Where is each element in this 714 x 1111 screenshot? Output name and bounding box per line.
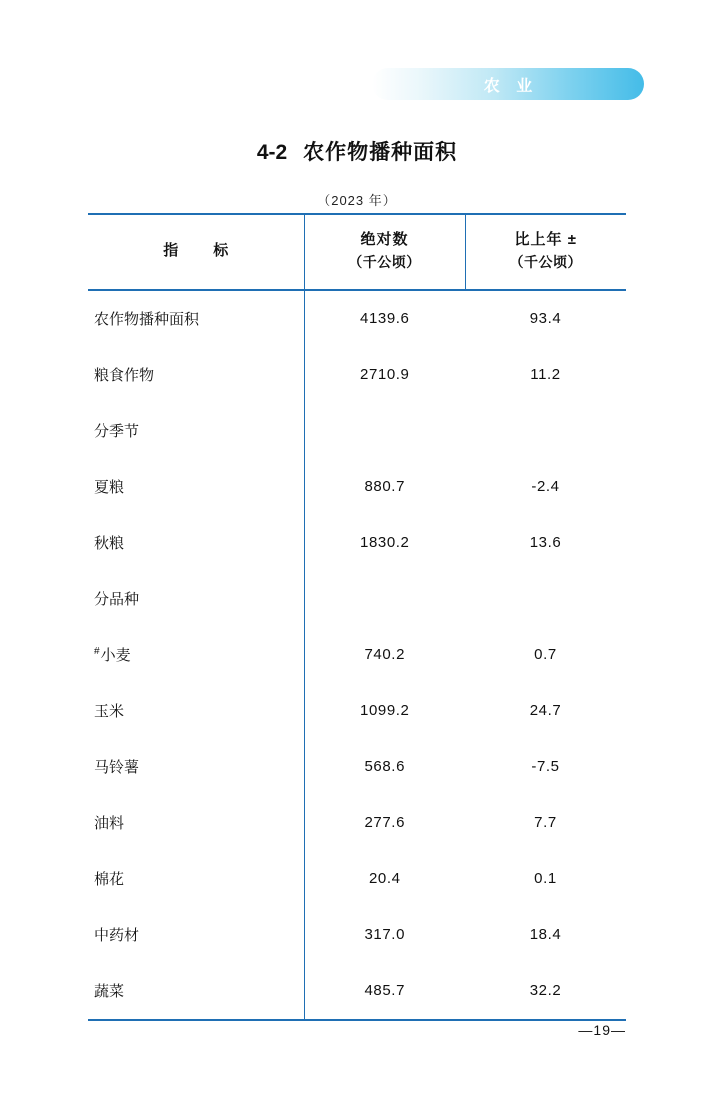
statistics-table [88,213,626,1021]
table-row [88,795,626,851]
table-row [88,907,626,963]
row-change-value: -7.5 [531,758,560,775]
row-change-value: -2.4 [531,478,560,495]
section-banner [372,68,644,100]
row-label: 玉米 [94,703,125,720]
row-absolute-value: 317.0 [304,907,465,963]
row-change-value: 11.2 [530,366,561,383]
table-row [88,290,626,347]
row-label: 中药材 [94,927,140,944]
row-label: 油料 [94,815,125,832]
row-label-superscript: # [94,646,100,657]
row-change-value: 0.7 [534,646,557,663]
table-header [88,214,626,290]
row-change-value: 32.2 [465,963,626,1020]
row-absolute-value: 2710.9 [304,347,465,403]
column-header-change: 比上年 ± （千公顷） [465,214,626,290]
row-absolute-value: 277.6 [304,795,465,851]
row-label: 秋粮 [94,535,125,552]
row-label: 分品种 [94,591,140,608]
table-row [88,403,626,459]
row-absolute-value: 568.6 [304,739,465,795]
row-change-value [465,571,626,627]
table-row [88,963,626,1020]
row-label: #小麦 [94,646,131,664]
table-row [88,571,626,627]
row-absolute-value [304,571,465,627]
page-title-number: 4-2 [256,141,288,164]
row-label: 粮食作物 [94,367,155,384]
row-change-value: 18.4 [529,926,562,943]
page-title-text: 农作物播种面积 [303,141,458,164]
row-change-value: 7.7 [534,814,557,831]
row-change-value [465,403,626,459]
page-subtitle: （2023 年） [317,193,397,208]
row-label: 夏粮 [94,479,125,496]
table-row [88,459,626,515]
row-absolute-value: 4139.6 [304,290,465,347]
column-header-absolute: 绝对数 （千公顷） [304,214,465,290]
page-title [0,136,714,166]
table-body [88,290,626,1020]
row-label: 马铃薯 [94,759,140,776]
row-change-value: 13.6 [529,534,562,551]
row-change-value: 93.4 [529,310,562,327]
row-absolute-value: 1099.2 [304,683,465,739]
row-label: 棉花 [94,871,125,888]
section-banner-label: 农 业 [483,77,539,95]
row-absolute-value: 485.7 [304,963,465,1020]
row-change-value: 0.1 [534,870,557,887]
row-absolute-value: 880.7 [304,459,465,515]
table-row [88,851,626,907]
table-row [88,627,626,683]
page-number: —19— [578,1022,626,1038]
statistics-table-wrapper [88,213,626,1021]
row-label: 蔬菜 [88,963,304,1020]
row-absolute-value: 20.4 [304,851,465,907]
row-label: 农作物播种面积 [94,311,200,328]
table-row [88,347,626,403]
row-absolute-value: 740.2 [304,627,465,683]
row-label: 分季节 [94,423,140,440]
table-row [88,739,626,795]
table-row [88,515,626,571]
row-absolute-value [304,403,465,459]
row-absolute-value: 1830.2 [304,515,465,571]
table-header-row [88,214,626,290]
row-change-value: 24.7 [529,702,562,719]
column-header-indicator: 指 标 [88,214,304,290]
table-row [88,683,626,739]
